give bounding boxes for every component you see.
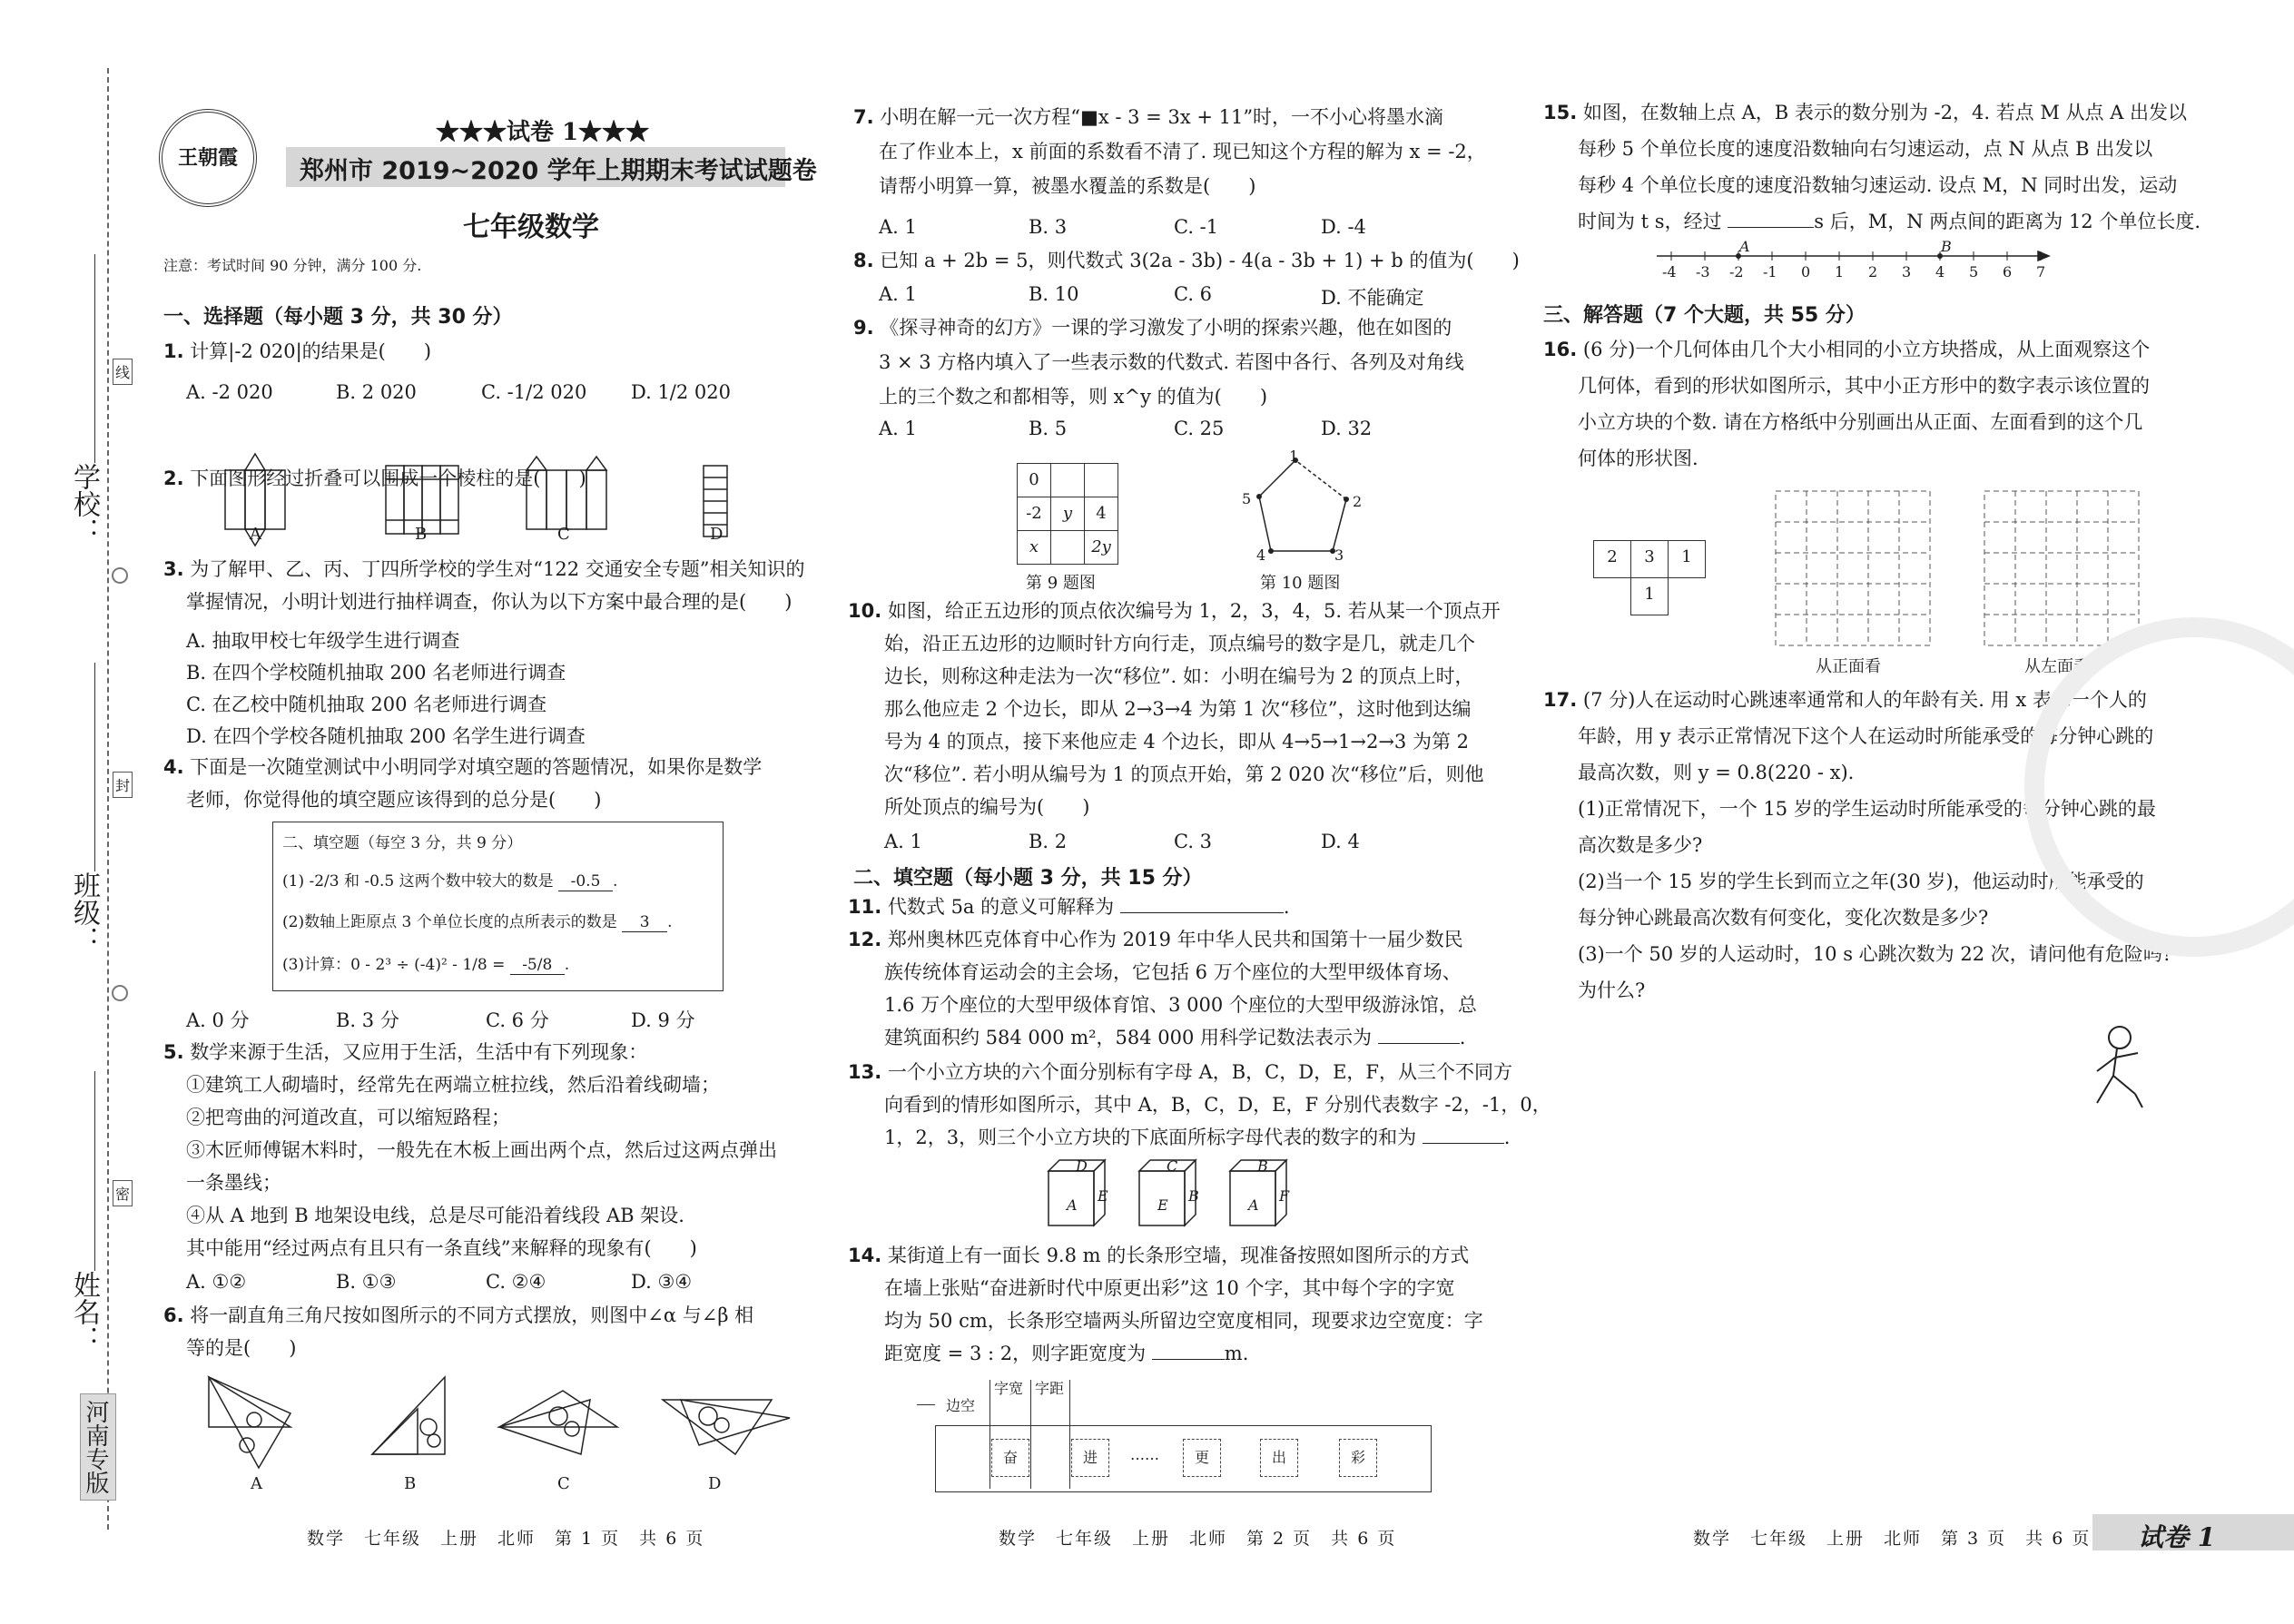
question-12-line: 族传统体育运动会的主会场，它包括 6 万个座位的大型甲级体育场、: [884, 961, 1462, 983]
question-17-line: 最高次数，则 y = 0.8(220 - x).: [1578, 762, 1855, 783]
paper-tag: ★★★试卷 1★★★: [436, 119, 650, 146]
fig10-caption: 第 10 题图: [1260, 574, 1341, 593]
q-text: 如图，在数轴上点 A，B 表示的数分别为 -2，4. 若点 M 从点 A 出发以: [1582, 102, 2188, 123]
question-12-line: 1.6 万个座位的大型甲级体育馆、3 000 个座位的大型甲级游泳馆，总: [884, 994, 1477, 1016]
axis-label: 2: [1868, 263, 1878, 281]
q10-option-d: D. 4: [1321, 831, 1360, 852]
q6-a-triangle-2: [209, 1377, 290, 1468]
question-4-line2: 老师，你觉得他的填空题应该得到的总分是( ): [186, 789, 602, 811]
q4-option-b: B. 3 分: [336, 1009, 399, 1031]
q12-text: 建筑面积约 584 000 m²，584 000 用科学记数法表示为: [884, 1027, 1373, 1048]
question-17-line: 每分钟心跳最高次数有何变化，变化次数是多少?: [1578, 907, 1989, 929]
section-1-heading: 一、选择题（每小题 3 分，共 30 分）: [163, 306, 513, 329]
q15-answer-blank[interactable]: [1728, 227, 1814, 228]
question-16-line: 几何体，看到的形状如图所示，其中小正方形中的数字表示该位置的: [1578, 375, 2150, 397]
top-view-cell: 1: [1630, 577, 1669, 615]
q14-unit: m.: [1224, 1343, 1249, 1364]
q10-option-a: A. 1: [884, 831, 922, 852]
question-15-last: [1578, 204, 2200, 239]
axis-label: 1: [1835, 263, 1845, 281]
question-16-line: 小立方块的个数. 请在方格纸中分别画出从正面、左面看到的这个几: [1578, 411, 2143, 433]
magic-cell: 4: [1084, 497, 1118, 531]
q2-figure-b: [386, 466, 458, 534]
section-3-heading: 三、解答题（7 个大题，共 55 分）: [1543, 304, 1866, 327]
q6-b-triangle-2: [372, 1409, 418, 1454]
vertex-2: 2: [1353, 493, 1363, 510]
q-text: 代数式 5a 的意义可解释为: [887, 896, 1115, 918]
magic-cell: 0: [1017, 463, 1051, 497]
q-text: 将一副直角三角尺按如图所示的不同方式摆放，则图中∠α 与∠β 相: [190, 1304, 754, 1326]
question-14-line: 在墙上张贴“奋进新时代中原更出彩”这 10 个字，其中每个字的字宽: [884, 1277, 1455, 1299]
cube2-side: B: [1188, 1187, 1199, 1205]
q4-box2-answer: 3: [622, 913, 667, 932]
question-9-line2: 3 × 3 方格内填入了一些表示数的代数式. 若图中各行、各列及对角线: [879, 351, 1464, 373]
q-number: 14.: [848, 1245, 882, 1266]
question-14: [848, 1238, 1469, 1273]
binding-hole: [112, 567, 128, 584]
q-number: 16.: [1543, 339, 1578, 360]
school-line: [94, 254, 95, 463]
binding-hole: [112, 985, 128, 1001]
question-17-line: 年龄，用 y 表示正常情况下这个人在运动时所能承受的每分钟心跳的: [1578, 725, 2154, 747]
wall-arrow: [917, 1404, 935, 1405]
q-text: 小明在解一元一次方程“■x - 3 = 3x + 11”时，一不小心将墨水滴: [880, 106, 1444, 128]
q5-option-c: C. ②④: [486, 1271, 546, 1293]
q-text: 下面是一次随堂测试中小明同学对填空题的答题情况，如果你是数学: [190, 756, 763, 778]
q12-answer-blank[interactable]: [1378, 1043, 1460, 1044]
q9-option-d: D. 32: [1321, 418, 1373, 439]
question-15: [1543, 95, 2187, 130]
cube2-front: E: [1157, 1196, 1168, 1214]
q7-option-d: D. -4: [1321, 216, 1366, 238]
q1-option-a: A. -2 020: [186, 381, 273, 403]
axis-label: 6: [2003, 263, 2013, 281]
paper-tag-footer-text: 试卷 1: [2138, 1522, 2216, 1552]
question-9: [853, 310, 1452, 345]
exam-note: 注意：考试时间 90 分钟，满分 100 分.: [163, 257, 422, 274]
wall-char: 进: [1071, 1439, 1109, 1477]
runner-illustration: [2079, 1021, 2170, 1112]
question-8: [853, 243, 1520, 278]
vertex-4: 4: [1256, 546, 1266, 564]
q5-item-3b: 一条墨线；: [186, 1172, 281, 1194]
q4-box-title: 二、填空题（每空 3 分，共 9 分）: [282, 834, 523, 852]
q1-option-c: C. -1/2 020: [481, 381, 587, 403]
magic-cell: [1050, 530, 1085, 565]
q10-option-c: C. 3: [1174, 831, 1213, 852]
q4-option-d: D. 9 分: [631, 1009, 695, 1031]
q15-text: 时间为 t s，经过: [1578, 211, 1722, 232]
q2-label-a: A: [250, 525, 261, 544]
q-number: 12.: [848, 929, 882, 950]
question-7-line2: 在了作业本上，x 前面的系数看不清了. 现已知这个方程的解为 x = -2，: [879, 141, 1486, 162]
question-7-line3: 请帮小明算一算，被墨水覆盖的系数是( ): [879, 175, 1256, 197]
q1-option-d: D. 1/2 020: [631, 381, 731, 403]
cube1-side: E: [1098, 1187, 1108, 1205]
question-11: 11. 代数式 5a 的意义可解释为 .: [848, 896, 1290, 918]
q6-a-triangle-1: [209, 1377, 290, 1427]
magic-cell: x: [1017, 530, 1051, 565]
axis-label: -2: [1729, 263, 1744, 281]
question-9-line3: 上的三个数之和都相等，则 x^y 的值为( ): [879, 386, 1268, 408]
q-text: 郑州奥林匹克体育中心作为 2019 年中华人民共和国第十一届少数民: [887, 929, 1463, 950]
question-3-line2: 掌握情况，小明计划进行抽样调查，你认为以下方案中最合理的是( ): [186, 591, 793, 613]
wall-char: 出: [1260, 1439, 1298, 1477]
question-17-line: (2)当一个 15 岁的学生长到而立之年(30 岁)，他运动时所能承受的: [1578, 871, 2144, 892]
q7-option-c: C. -1: [1174, 216, 1219, 238]
question-17-line: (1)正常情况下，一个 15 岁的学生运动时所能承受的每分钟心跳的最: [1578, 798, 2156, 820]
q7-option-a: A. 1: [879, 216, 917, 238]
q6-d-triangle-2: [681, 1400, 790, 1445]
q4-box-line3: (3)计算：0 - 2³ ÷ (-4)² - 1/8 = -5/8 .: [282, 956, 570, 974]
cube1-front: A: [1067, 1196, 1078, 1214]
q5-item-3: ③木匠师傅锯木料时，一般先在木板上画出两个点，然后过这两点弹出: [186, 1139, 777, 1161]
magic-cell: [1084, 463, 1118, 497]
q3-option-d: D. 在四个学校各随机抽取 200 名学生进行调查: [186, 725, 586, 747]
number-line-labels: [1657, 263, 2056, 285]
brand-logo: [159, 109, 257, 207]
axis-label: -3: [1696, 263, 1710, 281]
q-text: 《探寻神奇的幻方》一课的学习激发了小明的探索兴趣，他在如图的: [880, 317, 1452, 339]
q15-tail: s 后，M，N 两点间的距离为 12 个单位长度.: [1814, 211, 2201, 232]
front-view-grid[interactable]: [1775, 490, 1931, 646]
q-number: 7.: [853, 106, 874, 128]
question-14-last: [884, 1336, 1248, 1371]
q9-option-c: C. 25: [1174, 418, 1225, 439]
footer-page-1: 数学 七年级 上册 北师 第 1 页 共 6 页: [307, 1529, 705, 1549]
q6-figures: [191, 1373, 808, 1472]
q5-item-4: ④从 A 地到 B 地架设电线，总是尽可能沿着线段 AB 架设.: [186, 1205, 684, 1226]
question-6-line2: 等的是( ): [186, 1337, 297, 1359]
wall-char: 奋: [991, 1439, 1029, 1477]
q-text: 计算|-2 020|的结果是( ): [190, 340, 432, 362]
q4-box3-answer: -5/8: [510, 956, 565, 975]
cube3-side: F: [1279, 1187, 1290, 1205]
question-17-line: 高次数是多少?: [1578, 834, 1703, 856]
q-number: 8.: [853, 250, 874, 271]
q-text: 数学来源于生活，又应用于生活，生活中有下列现象：: [190, 1041, 648, 1063]
binding-margin: [107, 68, 127, 1530]
point-b-label: B: [1941, 238, 1952, 255]
question-15-line: 每秒 4 个单位长度的速度沿数轴匀速运动. 设点 M，N 同时出发，运动: [1578, 174, 2178, 196]
q5-prompt: 其中能用“经过两点有且只有一条直线”来解释的现象有( ): [186, 1237, 697, 1259]
cube2-top: C: [1167, 1157, 1178, 1175]
q-number: 5.: [163, 1041, 184, 1063]
magic-cell: [1050, 463, 1085, 497]
cube3-front: A: [1248, 1196, 1259, 1214]
q13-answer-blank[interactable]: [1423, 1143, 1504, 1144]
footer-page-2: 数学 七年级 上册 北师 第 2 页 共 6 页: [999, 1529, 1397, 1549]
question-15-line: 每秒 5 个单位长度的速度沿数轴向右匀速运动，点 N 从点 B 出发以: [1578, 138, 2153, 160]
top-view-cell: 1: [1668, 540, 1706, 578]
wall-label-gap: 字距: [1035, 1380, 1065, 1397]
q5-option-b: B. ①③: [336, 1271, 397, 1293]
top-view-cell: 3: [1630, 540, 1669, 578]
question-5: [163, 1035, 647, 1069]
axis-label: 4: [1935, 263, 1945, 281]
question-13-line: 向看到的情形如图所示，其中 A，B，C，D，E，F 分别代表数字 -2，-1，0，: [884, 1094, 1551, 1116]
q4-box1-text: (1) -2/3 和 -0.5 这两个数中较大的数是: [282, 872, 554, 891]
question-4: [163, 750, 762, 784]
question-14-line: 均为 50 cm，长条形空墙两头所留边空宽度相同，现要求边空宽度：字: [884, 1310, 1483, 1332]
q-text: 某街道上有一面长 9.8 m 的长条形空墙，现准备按照如图所示的方式: [887, 1245, 1470, 1266]
q-number: 15.: [1543, 102, 1578, 123]
question-17-line: 为什么?: [1578, 979, 1646, 1001]
q-text: 如图，给正五边形的顶点依次编号为 1，2，3，4，5. 若从某一个顶点开: [887, 600, 1501, 622]
q-text: 下面图形经过折叠可以围成一个棱柱的是( ): [190, 468, 586, 489]
q6-label-b: B: [404, 1474, 417, 1493]
axis-label: -1: [1763, 263, 1777, 281]
q3-option-b: B. 在四个学校随机抽取 200 名老师进行调查: [186, 662, 566, 684]
q-number: 17.: [1543, 689, 1578, 711]
q-text: 为了解甲、乙、丙、丁四所学校的学生对“122 交通安全专题”相关知识的: [190, 558, 805, 580]
q7-option-b: B. 3: [1029, 216, 1068, 238]
q1-option-b: B. 2 020: [336, 381, 417, 403]
q5-option-a: A. ①②: [186, 1271, 247, 1293]
q5-item-1: ①建筑工人砌墙时，经常先在两端立桩拉线，然后沿着线砌墙；: [186, 1074, 720, 1096]
axis-label: 0: [1801, 263, 1811, 281]
binding-marker-seal: 封: [113, 772, 133, 798]
brand-name: 王朝霞: [177, 146, 238, 170]
q-number: 3.: [163, 558, 184, 580]
footer-page-3: 数学 七年级 上册 北师 第 3 页 共 6 页: [1693, 1529, 2092, 1549]
question-17-line: (3)一个 50 岁的人运动时，10 s 心跳次数为 22 次，请问他有危险吗?: [1578, 943, 2172, 965]
q8-option-b: B. 10: [1029, 283, 1079, 305]
q4-box-line2: (2)数轴上距原点 3 个单位长度的点所表示的数是 3 .: [282, 913, 673, 931]
wall-char: 更: [1183, 1439, 1221, 1477]
q-number: 10.: [848, 600, 882, 622]
wall-label-width: 字宽: [994, 1380, 1024, 1397]
question-10-line: 始，沿正五边形的边顺时针方向行走，顶点编号的数字是几，就走几个: [884, 633, 1475, 655]
axis-label: 3: [1902, 263, 1912, 281]
q2-figures: [218, 452, 744, 556]
fig9-caption: 第 9 题图: [1026, 574, 1096, 593]
question-3: [163, 552, 805, 586]
q9-option-b: B. 5: [1029, 418, 1068, 439]
q-text: 已知 a + 2b = 5，则代数式 3(2a - 3b) - 4(a - 3b + 1) + b 的值为( ): [880, 250, 1520, 271]
school-label: 学校：: [68, 463, 100, 545]
q8-option-c: C. 6: [1174, 283, 1213, 305]
question-10-line: 边长，则称这种走法为一次“移位”. 如：小明在编号为 2 的顶点上时，: [884, 665, 1474, 687]
q2-figure-c: [527, 457, 606, 529]
q-number: 1.: [163, 340, 184, 362]
q13-text: 1，2，3，则三个小立方块的下底面所标字母代表的数字的和为: [884, 1127, 1417, 1148]
q6-d-triangle-1: [663, 1400, 772, 1454]
question-12: [848, 922, 1463, 957]
question-16-line: 何体的形状图.: [1578, 448, 1698, 469]
magic-cell: -2: [1017, 497, 1051, 531]
question-1: [163, 334, 431, 369]
binding-marker-line: 线: [113, 359, 133, 385]
q4-option-a: A. 0 分: [186, 1009, 250, 1031]
q4-option-c: C. 6 分: [486, 1009, 549, 1031]
axis-label: 5: [1969, 263, 1979, 281]
q14-text: 距宽度 = 3 : 2，则字距宽度为: [884, 1343, 1147, 1364]
question-13: [848, 1055, 1512, 1089]
q4-answer-box: [272, 822, 724, 991]
q4-box-line1: (1) -2/3 和 -0.5 这两个数中较大的数是 -0.5 .: [282, 872, 618, 891]
name-line: [94, 1071, 95, 1271]
left-view-caption: 从左面看: [2024, 657, 2090, 676]
question-10-line: 次“移位”. 若小明从编号为 1 的顶点开始，第 2 020 次“移位”后，则他: [884, 763, 1484, 785]
top-view-cell: 2: [1593, 540, 1631, 578]
left-view-grid[interactable]: [1984, 490, 2140, 646]
vertex-5: 5: [1242, 490, 1252, 507]
q8-option-d: D. 不能确定: [1321, 287, 1424, 309]
q9-option-a: A. 1: [879, 418, 917, 439]
q11-answer-blank[interactable]: [1120, 912, 1284, 913]
wall-ellipsis: ……: [1130, 1446, 1159, 1463]
q2-label-d: D: [710, 525, 724, 544]
magic-cell: 2y: [1084, 530, 1118, 565]
q3-option-c: C. 在乙校中随机抽取 200 名老师进行调查: [186, 694, 547, 715]
q-text: (7 分)人在运动时心跳速率通常和人的年龄有关. 用 x 表示一个人的: [1582, 689, 2147, 711]
axis-label: -4: [1662, 263, 1677, 281]
q4-box3-text: (3)计算：0 - 2³ ÷ (-4)² - 1/8 =: [282, 956, 506, 974]
point-a-label: A: [1739, 238, 1750, 255]
q4-box1-answer: -0.5: [558, 872, 613, 891]
q-number: 2.: [163, 468, 184, 489]
q-number: 6.: [163, 1304, 184, 1326]
q6-label-c: C: [557, 1474, 570, 1493]
wall-char: 彩: [1339, 1439, 1377, 1477]
q6-label-a: A: [251, 1474, 262, 1493]
q2-label-b: B: [415, 525, 428, 544]
subject-title: 七年级数学: [463, 212, 599, 243]
q-number: 9.: [853, 317, 874, 339]
cube3-top: B: [1257, 1157, 1268, 1175]
question-10-line: 那么他应走 2 个边长，即从 2→3→4 为第 1 次“移位”，这时他到达编: [884, 698, 1472, 720]
wall-tick-3: [1069, 1380, 1070, 1489]
question-16: [1543, 332, 2150, 367]
q-text: (6 分)一个几何体由几个大小相同的小立方块搭成，从上面观察这个: [1582, 339, 2151, 360]
question-10-line: 号为 4 的顶点，接下来他应走 4 个边长，即从 4→5→1→2→3 为第 2: [884, 731, 1469, 753]
vertex-3: 3: [1334, 546, 1344, 564]
q-number: 4.: [163, 756, 184, 778]
binding-marker-secret: 密: [113, 1180, 133, 1206]
region-badge: 河南专版: [80, 1393, 116, 1501]
q5-option-d: D. ③④: [631, 1271, 693, 1293]
section-2-heading: 二、填空题（每小题 3 分，共 15 分）: [853, 867, 1203, 890]
cube1-top: D: [1076, 1157, 1088, 1175]
q-number: 13.: [848, 1061, 882, 1083]
q8-option-a: A. 1: [879, 283, 917, 305]
vertex-1: 1: [1289, 448, 1299, 465]
q-text: 一个小立方块的六个面分别标有字母 A，B，C，D，E，F，从三个不同方: [887, 1061, 1512, 1083]
q5-item-2: ②把弯曲的河道改直，可以缩短路程；: [186, 1107, 510, 1128]
axis-label: 7: [2036, 263, 2046, 281]
q-number: 11.: [848, 896, 882, 918]
wall-tick-1: [989, 1380, 990, 1489]
question-10-line: 所处顶点的编号为( ): [884, 796, 1090, 818]
class-line: [94, 663, 95, 871]
wall-tick-2: [1030, 1380, 1031, 1489]
q4-box2-text: (2)数轴上距原点 3 个单位长度的点所表示的数是: [282, 913, 617, 931]
exam-title: 郑州市 2019~2020 学年上期期末考试试题卷: [300, 157, 817, 185]
q10-option-b: B. 2: [1029, 831, 1068, 852]
q6-label-d: D: [708, 1474, 722, 1493]
magic-cell: y: [1050, 497, 1085, 531]
question-13-last: 1，2，3，则三个小立方块的下底面所标字母代表的数字的和为 .: [884, 1127, 1511, 1148]
q3-option-a: A. 抽取甲校七年级学生进行调查: [186, 630, 460, 652]
question-7: [853, 100, 1443, 134]
question-10: [848, 594, 1501, 628]
question-6: [163, 1298, 753, 1333]
name-label: 姓名：: [68, 1271, 100, 1353]
question-12-last: 建筑面积约 584 000 m²，584 000 用科学记数法表示为 .: [884, 1027, 1466, 1048]
q14-answer-blank[interactable]: [1152, 1359, 1225, 1360]
class-label: 班级：: [68, 871, 100, 953]
q2-label-c: C: [557, 525, 570, 544]
wall-label-margin: 边空: [946, 1397, 976, 1414]
front-view-caption: 从正面看: [1816, 657, 1881, 676]
